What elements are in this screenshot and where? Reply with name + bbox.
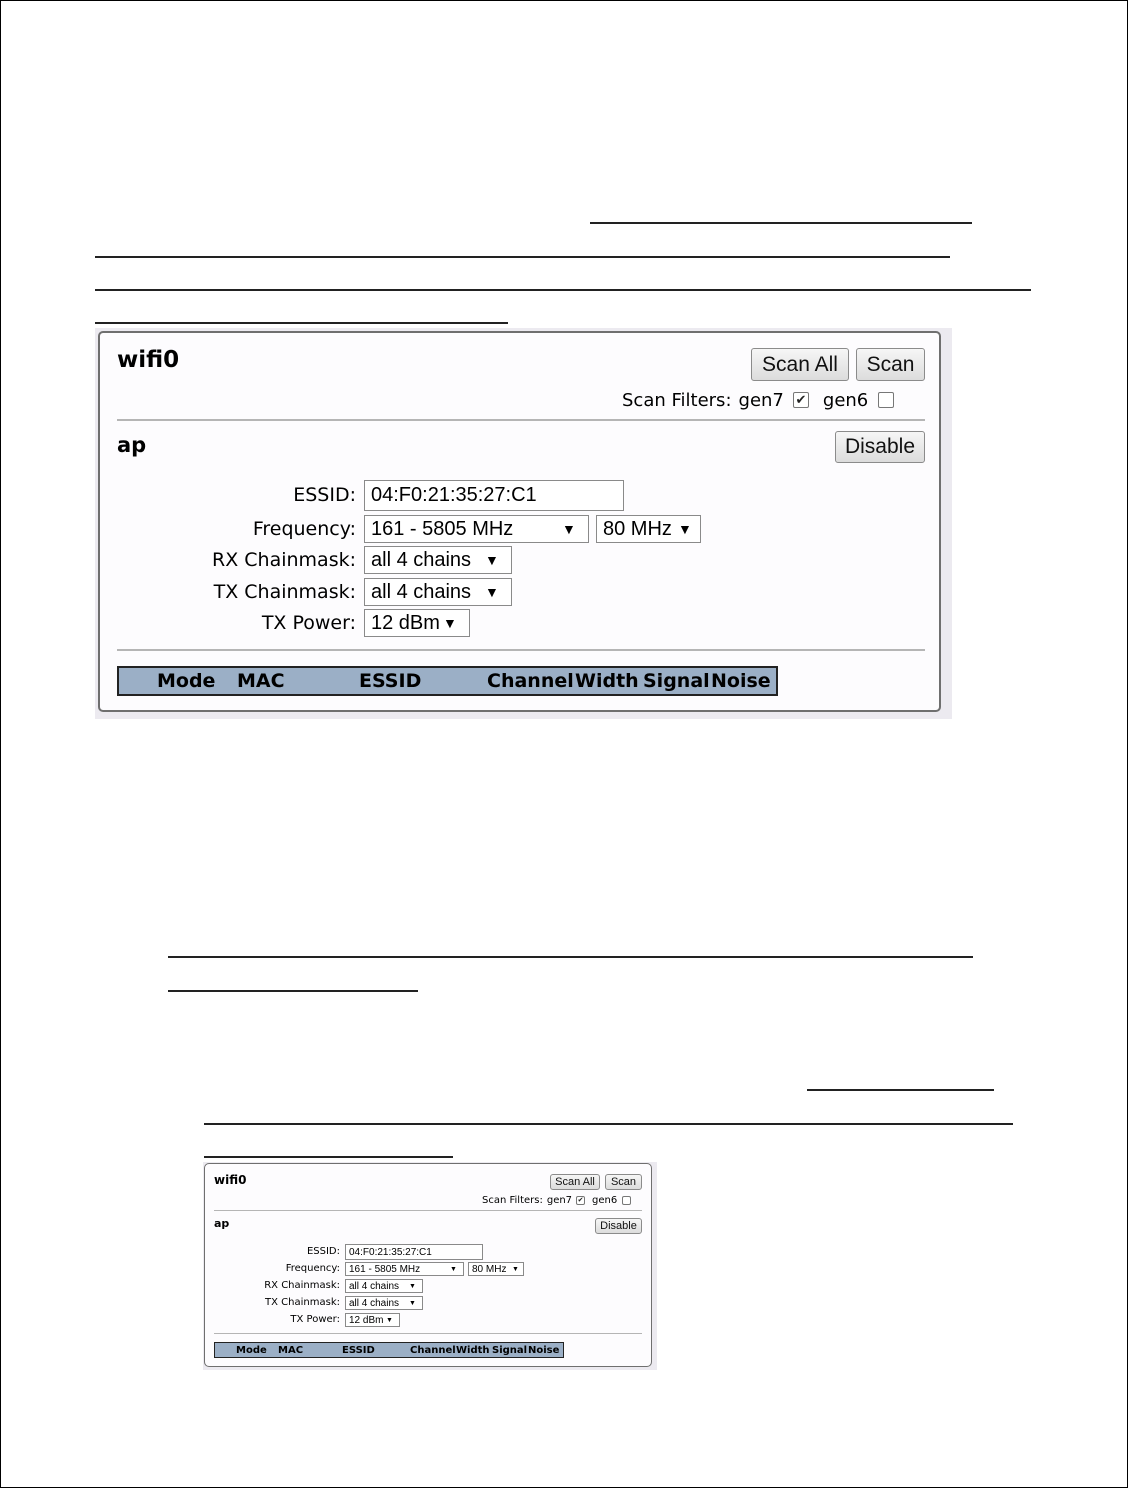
wifi-panel-screenshot-small — [203, 1162, 657, 1370]
frequency-label: Frequency: — [285, 1263, 340, 1274]
scan-filters — [482, 1193, 631, 1207]
tx-power-label: TX Power: — [261, 612, 356, 634]
filter-gen6-label: gen6 — [822, 389, 869, 411]
wifi-panel — [204, 1163, 652, 1367]
frequency-label: Frequency: — [252, 518, 356, 540]
rx-chainmask-label: RX Chainmask: — [212, 549, 356, 571]
redacted-line — [807, 1089, 994, 1091]
disable-button[interactable]: Disable — [595, 1218, 642, 1234]
scan-results-table-header — [214, 1342, 564, 1358]
essid-input[interactable]: 04:F0:21:35:27:C1 — [345, 1244, 483, 1260]
triangle-down-icon: ▼ — [450, 1265, 457, 1273]
essid-label: ESSID: — [306, 1246, 340, 1257]
scan-filters — [622, 388, 894, 412]
col-mac: MAC — [237, 670, 285, 692]
col-width: Width — [575, 670, 639, 692]
triangle-down-icon: ▼ — [409, 1282, 416, 1290]
col-mode: Mode — [157, 670, 216, 692]
triangle-down-icon: ▼ — [443, 615, 457, 631]
filter-gen7-label: gen7 — [546, 1194, 573, 1206]
col-mode: Mode — [236, 1344, 267, 1356]
scan-filters-label: Scan Filters: — [482, 1194, 543, 1206]
filter-gen6-label: gen6 — [592, 1194, 618, 1206]
channel-width-select[interactable] — [596, 515, 701, 543]
divider — [117, 649, 925, 651]
divider — [214, 1210, 642, 1211]
triangle-down-icon: ▼ — [485, 584, 499, 600]
frequency-value: 161 - 5805 MHz — [349, 1263, 421, 1275]
tx-power-value: 12 dBm — [371, 611, 440, 634]
tx-power-select[interactable] — [345, 1313, 400, 1327]
col-width: Width — [456, 1344, 490, 1356]
redacted-line — [95, 322, 508, 324]
filter-gen7-checkbox[interactable] — [793, 392, 809, 408]
mode-title: ap — [117, 433, 147, 457]
radio-title: wifi0 — [214, 1173, 247, 1187]
frequency-select[interactable] — [345, 1262, 464, 1276]
checkmark-icon: ✔ — [577, 1196, 584, 1204]
scan-all-button[interactable]: Scan All — [550, 1174, 600, 1190]
triangle-down-icon: ▼ — [485, 552, 499, 568]
frequency-select[interactable] — [364, 515, 589, 543]
divider — [214, 1333, 642, 1334]
col-channel: Channel — [410, 1344, 456, 1356]
col-signal: Signal — [492, 1344, 528, 1356]
scan-filters-label: Scan Filters: — [622, 389, 732, 411]
rx-chainmask-select[interactable] — [345, 1279, 423, 1293]
col-mac: MAC — [278, 1344, 304, 1356]
triangle-down-icon: ▼ — [678, 521, 692, 537]
redacted-line — [204, 1156, 453, 1158]
filter-gen6-checkbox[interactable] — [878, 392, 894, 408]
divider — [117, 419, 925, 421]
triangle-down-icon: ▼ — [512, 1265, 519, 1273]
tx-chainmask-label: TX Chainmask: — [265, 1297, 340, 1308]
frequency-value: 161 - 5805 MHz — [371, 517, 514, 540]
tx-power-select[interactable] — [364, 609, 470, 637]
channel-width-value: 80 MHz — [472, 1263, 507, 1275]
col-channel: Channel — [487, 670, 574, 692]
redacted-line — [168, 956, 973, 958]
essid-label: ESSID: — [293, 484, 356, 506]
wifi-panel-screenshot-large — [95, 328, 952, 719]
disable-button[interactable]: Disable — [835, 431, 925, 463]
tx-chainmask-value: all 4 chains — [349, 1297, 400, 1309]
mode-title: ap — [214, 1217, 230, 1230]
rx-chainmask-value: all 4 chains — [349, 1280, 400, 1292]
rx-chainmask-value: all 4 chains — [371, 548, 472, 571]
triangle-down-icon: ▼ — [409, 1299, 416, 1307]
tx-chainmask-select[interactable] — [345, 1296, 423, 1310]
tx-chainmask-value: all 4 chains — [371, 580, 472, 603]
scan-all-button[interactable]: Scan All — [751, 348, 849, 381]
redacted-line — [95, 256, 950, 258]
tx-chainmask-select[interactable] — [364, 578, 512, 606]
col-essid: ESSID — [342, 1344, 375, 1356]
col-noise: Noise — [711, 670, 771, 692]
col-signal: Signal — [643, 670, 710, 692]
col-noise: Noise — [528, 1344, 560, 1356]
filter-gen6-checkbox[interactable] — [622, 1196, 631, 1205]
channel-width-value: 80 MHz — [603, 517, 672, 540]
scan-results-table-header — [117, 666, 778, 696]
filter-gen7-label: gen7 — [738, 389, 784, 411]
redacted-line — [95, 289, 1031, 291]
channel-width-select[interactable] — [468, 1262, 524, 1276]
triangle-down-icon: ▼ — [562, 521, 576, 537]
filter-gen7-checkbox[interactable] — [576, 1196, 585, 1205]
redacted-line — [590, 222, 972, 224]
checkmark-icon: ✔ — [795, 392, 807, 408]
tx-chainmask-label: TX Chainmask: — [213, 581, 356, 603]
essid-input[interactable]: 04:F0:21:35:27:C1 — [364, 480, 624, 511]
col-essid: ESSID — [359, 670, 422, 692]
tx-power-label: TX Power: — [290, 1314, 340, 1325]
redacted-line — [168, 990, 418, 992]
rx-chainmask-select[interactable] — [364, 546, 512, 574]
triangle-down-icon: ▼ — [386, 1316, 393, 1324]
rx-chainmask-label: RX Chainmask: — [264, 1280, 340, 1291]
scan-button[interactable]: Scan — [605, 1174, 642, 1190]
radio-title: wifi0 — [117, 347, 180, 373]
tx-power-value: 12 dBm — [349, 1314, 384, 1326]
scan-button[interactable]: Scan — [856, 348, 925, 381]
redacted-line — [204, 1123, 1013, 1125]
wifi-panel — [98, 331, 941, 712]
